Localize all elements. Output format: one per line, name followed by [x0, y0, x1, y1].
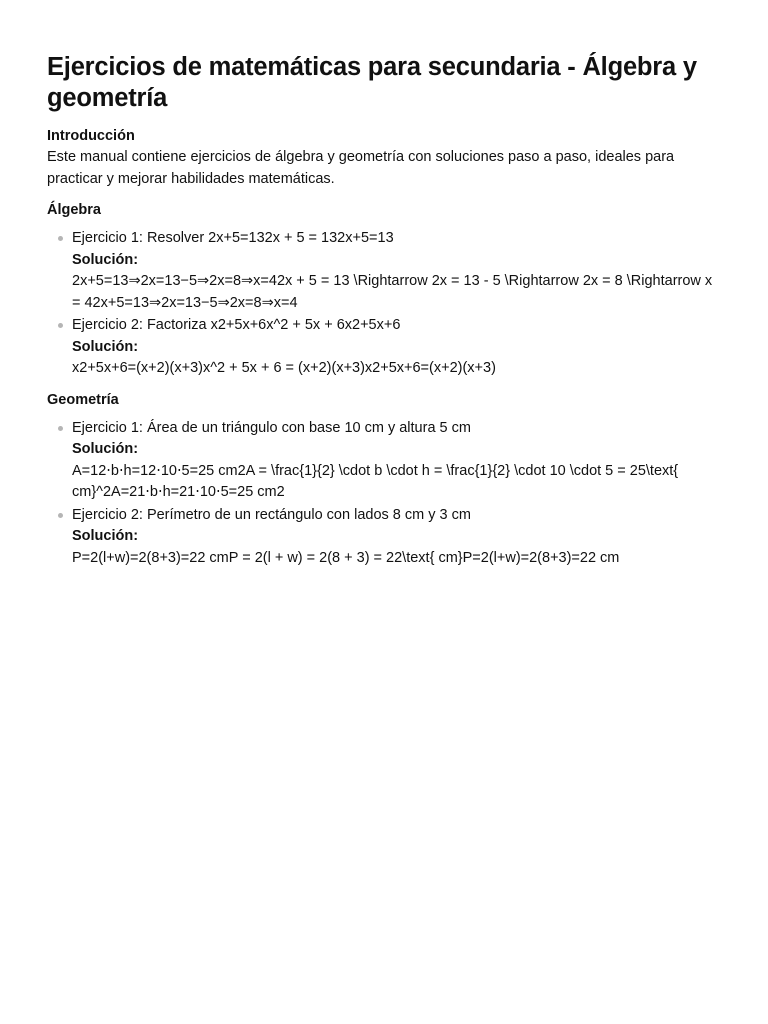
solution-label: Solución: — [72, 251, 139, 268]
solution-label: Solución: — [72, 441, 139, 457]
exercise-prompt: Ejercicio 2: Factoriza x2+5x+6x^2 + 5x + 6x2+5x+6 — [72, 317, 401, 333]
page-title: Ejercicios de matemáticas para secundaria - Álgebra y geometría — [47, 53, 697, 112]
solution-text: x2+5x+6=(x+2)(x+3)x^2 + 5x + 6 = (x+2)(x+3)x2+5x+6=(x+2)(x+3) — [72, 360, 496, 376]
list-item — [72, 418, 721, 504]
intro-heading: Introducción — [47, 128, 135, 144]
algebra-exercise-list — [47, 228, 721, 380]
geometry-heading: Geometría — [47, 391, 119, 408]
exercise-prompt: Ejercicio 1: Resolver 2x+5=132x + 5 = 132x+5=13 — [72, 230, 394, 246]
algebra-heading: Álgebra — [47, 202, 101, 218]
list-item — [72, 315, 721, 380]
list-item — [72, 505, 721, 570]
solution-text: 2x+5=13⇒2x=13−5⇒2x=8⇒x=42x + 5 = 13 \Rightarrow 2x = 13 - 5 \Rightarrow 2x = 8 \Rightarrow x = 42x+5=13⇒2x=13−5⇒2x=8⇒x=4 — [72, 273, 713, 311]
list-item — [72, 228, 721, 314]
geometry-exercise-list — [47, 418, 721, 570]
intro-text: Este manual contiene ejercicios de álgebra y geometría con soluciones paso a paso, ideales para practicar y mejorar habilidades matemáticas. — [47, 149, 675, 187]
exercise-prompt: Ejercicio 1: Área de un triángulo con base 10 cm y altura 5 cm — [72, 419, 471, 436]
solution-text: A=12⋅b⋅h=12⋅10⋅5=25 cm2A = \frac{1}{2} \cdot b \cdot h = \frac{1}{2} \cdot 10 \cdot 5 = 25\text{ cm}^2A=21⋅b⋅h=21⋅10⋅5=25 cm2 — [72, 462, 679, 500]
solution-text: P=2(l+w)=2(8+3)=22 cmP = 2(l + w) = 2(8 + 3) = 22\text{ cm}P=2(l+w)=2(8+3)=22 cm — [72, 549, 620, 566]
solution-label: Solución: — [72, 338, 139, 355]
solution-label: Solución: — [72, 528, 139, 544]
exercise-prompt: Ejercicio 2: Perímetro de un rectángulo con lados 8 cm y 3 cm — [72, 506, 471, 523]
